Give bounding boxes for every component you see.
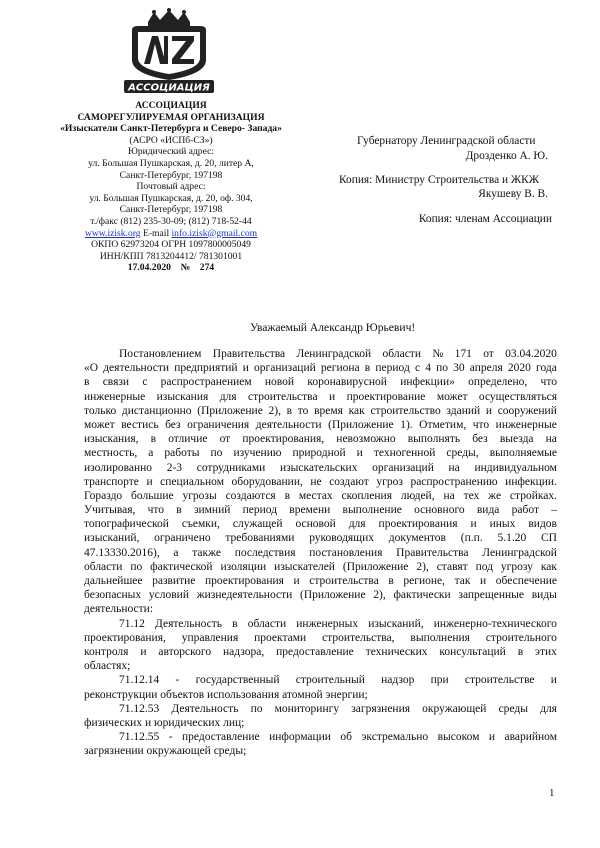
body-line: Учитывая, что в зимний период времени выполнение основного вида работ – (84, 504, 557, 517)
org-line: Санкт-Петербург, 197198 (119, 204, 223, 216)
body-line: транспорте и специальном оборудовании, не создают угроз распространению инфекции. (84, 475, 557, 488)
org-line: т./факс (812) 235-30-09; (812) 718-52-44 (90, 215, 252, 227)
body-line: инженерные изыскания для строительства и проектирование может осуществляться (84, 390, 557, 403)
letter-body (84, 347, 557, 758)
recipient-copy-members: Копия: членам Ассоциации (418, 213, 552, 225)
organization-header (30, 100, 312, 274)
recipient-copy-minister: Копия: Министру Строительства и ЖКЖ (339, 174, 539, 186)
body-line: изолированно 2-3 сотрудниками изыскательских организаций на индивидуальном (84, 461, 557, 474)
okpo-ogrn: ОКПО 62973204 ОГРН 1097800005049 (91, 239, 251, 251)
body-line: изысканий, ограничено требованиями руководящих документов (п.п. 5.1.20 СП (84, 532, 557, 545)
body-line: может вестись без ограничения деятельности (Приложение 1). Отметим, что инженерные (84, 418, 557, 431)
number-sign: № (180, 262, 191, 274)
body-line: безопасных условий жизнедеятельности (Приложение 2), фактически запрещенные виды (84, 589, 557, 602)
org-line: ул. Большая Пушкарская, д. 20, оф. 304, (89, 192, 253, 204)
letter-number: 274 (199, 262, 215, 274)
inn-kpp: ИНН/КПП 7813204412/ 781301001 (99, 250, 243, 262)
org-line: АССОЦИАЦИЯ (135, 100, 207, 111)
recipient-governor: Губернатору Ленинградской области (357, 135, 536, 147)
body-line: местность, а работы по изучению природной и техногенной среды, выполняемые (84, 447, 557, 460)
body-line: Гораздо большие угрозы создаются в местах скопления людей, на тех же стройках. (84, 489, 557, 502)
org-line: ул. Большая Пушкарская, д. 20, литер А, (88, 157, 254, 169)
body-line: 71.12.14 - государственный строительный надзор при строительстве и (119, 674, 557, 687)
logo-text: АССОЦИАЦИЯ (128, 82, 210, 94)
body-line: дальнейшее развитие проектирования и строительства в регионе, так и обеспечение (84, 575, 557, 587)
org-line: (АСРО «ИСПб-СЗ») (129, 134, 213, 146)
recipient-copy-minister-name: Якушеву В. В. (478, 188, 548, 200)
body-line: реконструкции объектов использования атомной энергии; (84, 688, 368, 701)
body-line: 47.13330.2016), а также последствия постановления Правительства Ленинградской (84, 546, 557, 559)
greeting: Уважаемый Александр Юрьевич! (250, 321, 416, 334)
body-line: проектирования, управления проектами строительства, выполнения строительного (84, 631, 557, 644)
body-line: физических и юридических лиц; (84, 716, 245, 729)
body-line: только дистанционно (Приложение 2), в то время как строительство зданий и сооружений (84, 404, 557, 417)
letter-date: 17.04.2020 (127, 262, 171, 274)
body-line: в связи с распространением новой коронавирусной инфекции» определено, что (84, 376, 557, 389)
body-line: изыскания, в отличие от проектирования, невозможно выполнять без выезда на (84, 433, 557, 446)
org-line: «Изыскатели Санкт-Петербурга и Северо- Запада» (60, 123, 282, 135)
body-line: «О деятельности предприятий и организаций региона в период с 4 по 30 апреля 2020 года (84, 362, 557, 375)
org-line: Почтовый адрес: (136, 181, 206, 193)
website-link[interactable]: www.izisk.org (84, 227, 141, 239)
body-line: 71.12.55 - предоставление информации об экстремально высоком и аварийном (119, 731, 557, 744)
association-logo (118, 8, 220, 94)
body-line: Постановлением Правительства Ленинградской области № 171 от 03.04.2020 (119, 348, 557, 360)
recipient-governor-name: Дрозденко А. Ю. (465, 150, 548, 162)
body-line: областях; (84, 660, 131, 673)
email-label: E-mail (143, 227, 170, 239)
body-line: топографической съемки, служащей основой для проектирования и иных видов (84, 518, 557, 531)
outgoing-number (30, 262, 312, 274)
body-line: деятельности: (84, 603, 154, 616)
email-link[interactable]: info.izisk@gmail.com (171, 227, 258, 239)
body-line: 71.12 Деятельность в области инженерных изысканий, инженерно-технического (119, 617, 557, 630)
org-line: САМОРЕГУЛИРУЕМАЯ ОРГАНИЗАЦИЯ (77, 111, 265, 123)
body-line: загрязнении окружающей среды; (84, 745, 247, 758)
contacts-line (30, 228, 312, 240)
page-number: 1 (549, 787, 555, 799)
body-line: области по фактической изоляции изыскателей (Приложение 2), ставят под угрозу как (84, 560, 557, 573)
body-line: контроля и авторского надзора, предоставление технических консультаций в этих (84, 645, 557, 658)
org-line: Санкт-Петербург, 197198 (119, 169, 223, 181)
org-line: Юридический адрес: (127, 146, 215, 158)
body-line: 71.12.53 Деятельность по мониторингу загрязнения окружающей среды для (119, 702, 557, 715)
